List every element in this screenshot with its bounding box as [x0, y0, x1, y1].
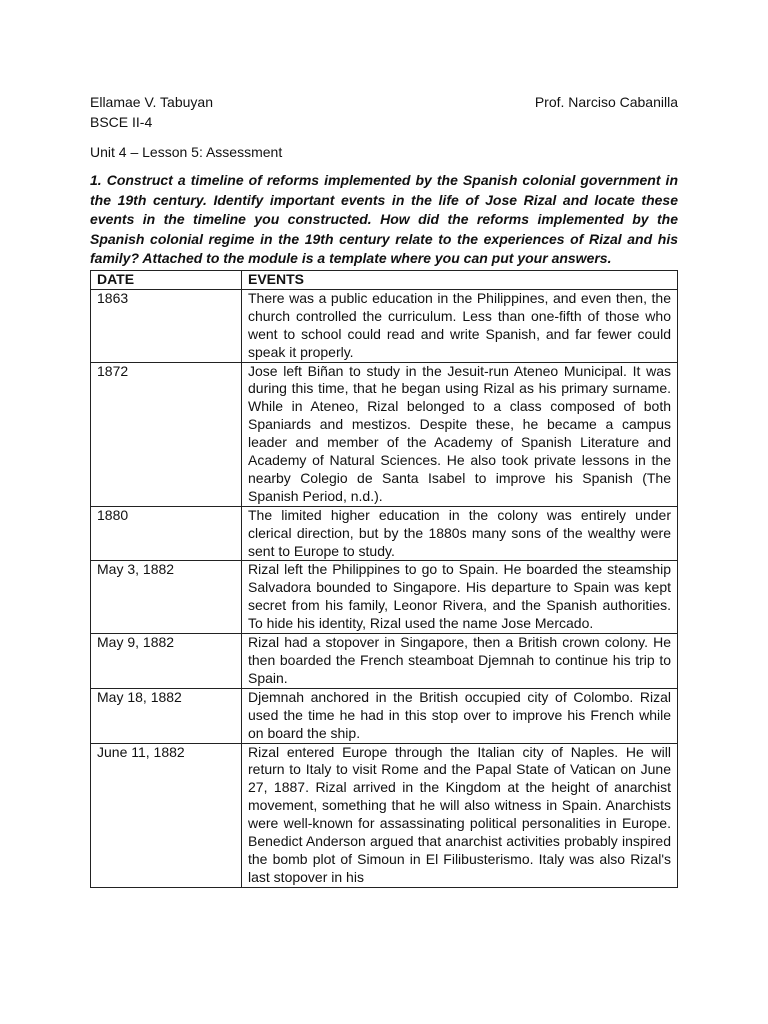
date-cell: 1863	[91, 289, 242, 362]
date-cell: 1872	[91, 362, 242, 506]
date-cell: May 9, 1882	[91, 634, 242, 689]
student-name: Ellamae V. Tabuyan	[90, 94, 213, 110]
column-header-date: DATE	[91, 270, 242, 289]
question-text: 1. Construct a timeline of reforms implemented by the Spanish colonial government in the 19th century. Identify important events in the life of Jose Rizal and locate these events in the timeline you constructed. How did the reforms implemented by the Spanish colonial regime in the 19th century relate to the experiences of Rizal and his family? Attached to the module is a template where you can put your answers.	[90, 172, 678, 267]
table-header-row	[91, 270, 678, 289]
date-cell: 1880	[91, 506, 242, 561]
event-cell: There was a public education in the Philippines, and even then, the church controlled the curriculum. Less than one-fifth of those who went to school could read and write Spanish, and far fewer could speak it properly.	[242, 289, 678, 362]
table-row	[91, 634, 678, 689]
professor-name: Prof. Narciso Cabanilla	[534, 94, 678, 110]
event-cell: Djemnah anchored in the British occupied city of Colombo. Rizal used the time he had in this stop over to improve his French while on board the ship.	[242, 688, 678, 743]
table-row	[91, 561, 678, 634]
table-row	[91, 289, 678, 362]
event-cell: Rizal left the Philippines to go to Spain. He boarded the steamship Salvadora bounded to Singapore. His departure to Spain was kept secret from his family, Leonor Rivera, and the Spanish authorities. To hide his identity, Rizal used the name Jose Mercado.	[242, 561, 678, 634]
event-cell: Jose left Biñan to study in the Jesuit-run Ateneo Municipal. It was during this time, that he began using Rizal as his primary surname. While in Ateneo, Rizal belonged to a class composed of both Spaniards and mestizos. Despite these, he became a campus leader and member of the Academy of Spanish Literature and Academy of Natural Sciences. He also took private lessons in the nearby Colegio de Santa Isabel to improve his Spanish (The Spanish Period, n.d.).	[242, 362, 678, 506]
header-row	[90, 92, 678, 112]
event-cell: The limited higher education in the colony was entirely under clerical direction, but by the 1880s many sons of the wealthy were sent to Europe to study.	[242, 506, 678, 561]
date-cell: May 3, 1882	[91, 561, 242, 634]
timeline-table	[90, 270, 678, 888]
event-cell: Rizal entered Europe through the Italian city of Naples. He will return to Italy to visit Rome and the Papal State of Vatican on June 27, 1887. Rizal arrived in the Kingdom at the height of anarchist movement, something that he will also witness in Spain. Anarchists were well-known for assassinating political personalities in Europe. Benedict Anderson argued that anarchist activities probably inspired the bomb plot of Simoun in El Filibusterismo. Italy was also Rizal's last stopover in his	[242, 743, 678, 887]
table-row	[91, 362, 678, 506]
date-cell: May 18, 1882	[91, 688, 242, 743]
column-header-events: EVENTS	[242, 270, 678, 289]
event-cell: Rizal had a stopover in Singapore, then a British crown colony. He then boarded the French steamboat Djemnah to continue his trip to Spain.	[242, 634, 678, 689]
table-row	[91, 506, 678, 561]
table-row	[91, 743, 678, 887]
lesson-title: Unit 4 – Lesson 5: Assessment	[90, 144, 283, 160]
date-cell: June 11, 1882	[91, 743, 242, 887]
section-label: BSCE II-4	[90, 114, 153, 130]
page-content	[90, 92, 678, 888]
table-row	[91, 688, 678, 743]
